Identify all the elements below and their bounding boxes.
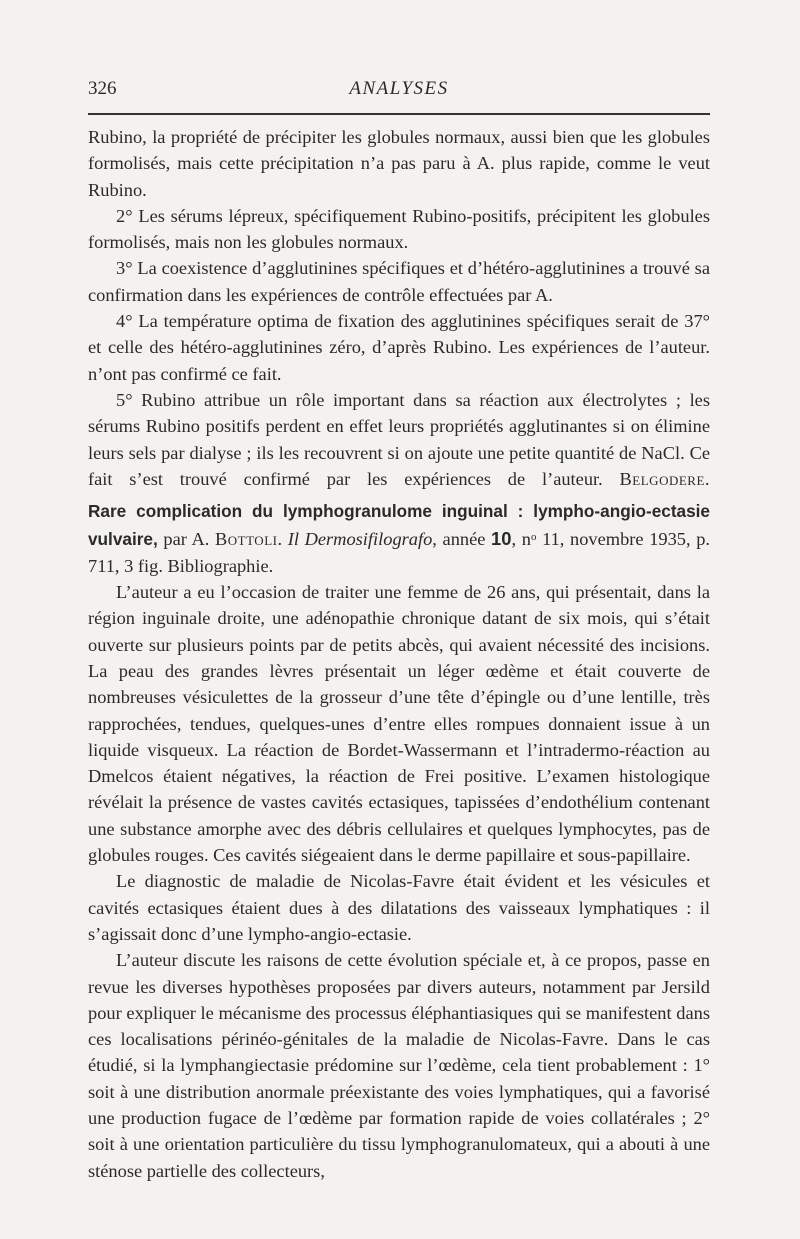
page-header (88, 78, 710, 104)
reviewer-signature: Belgodere. (619, 468, 710, 489)
article-by: par A. (157, 529, 215, 550)
article-journal: Il Dermosifilografo (287, 529, 433, 550)
article-details: 11, novembre 1935, p. 711, 3 fig. Bibliographie. (88, 529, 711, 576)
paragraph-point-2: 2° Les sérums lépreux, spécifiquement Rubino-positifs, précipitent les globules formolisés, mais non les globules normaux. (88, 205, 710, 253)
article-no-label: , n (511, 529, 531, 550)
article-title: Rare complication du lymphogranulome inguinal : lympho-angio-ectasie vulvaire, (88, 501, 710, 550)
running-title: ANALYSES (349, 78, 449, 99)
body-paragraph: Le diagnostic de maladie de Nicolas-Favre était évident et les vésicules et cavités ectasiques étaient dues à des dilatations des vaisseaux lymphatiques : il s’agissait donc d’une lympho-angio-ectasie. (88, 871, 710, 944)
header-rule (88, 113, 710, 115)
article-no-sup: o (530, 531, 537, 544)
article-heading (88, 498, 710, 579)
page-number: 326 (88, 78, 117, 99)
article-year-pre: , année (432, 529, 492, 550)
paragraph-point-5-text: 5° Rubino attribue un rôle important dans sa réaction aux électrolytes ; les sérums Rubino positifs perdent en effet leurs propriétés agglutinantes si on élimine leurs sels par dialyse ; ils les recouvrent si on ajoute une petite quantité de NaCl. Ce fait s’est trouvé confirmé par les expériences de l’auteur. (88, 389, 710, 489)
article-volume: 10 (491, 528, 512, 550)
page-body (88, 124, 710, 1184)
paragraph-point-3: 3° La coexistence d’agglutinines spécifiques et d’hétéro-agglutinines a trouvé sa confirmation dans les expériences de contrôle effectuées par A. (88, 258, 710, 305)
paragraph-point-4: 4° La température optima de fixation des agglutinines spécifiques serait de 37° et celle des hétéro-agglutinines zéro, d’après Rubino. Les expériences de l’auteur. n’ont pas confirmé ce fait. (88, 311, 710, 384)
body-paragraph: L’auteur a eu l’occasion de traiter une femme de 26 ans, qui présentait, dans la région inguinale droite, une adénopathie chronique datant de six mois, qui s’était ouverte sur plusieurs points par de petits abcès, qui avaient nécessité des incisions. La peau des grandes lèvres présentait un léger œdème et était couverte de nombreuses vésiculettes de la grosseur d’une tête d’épingle ou d’une lentille, très rapprochées, tendues, quelques-unes d’entre elles rompues donnaient issue à un liquide visqueux. La réaction de Bordet-Wassermann et l’intradermo-réaction au Dmelcos étaient négatives, la réaction de Frei positive. L’examen histologique révélait la présence de vastes cavités ectasiques, tapissées d’endothélium contenant une substance amorphe avec des débris cellulaires et quelques lymphocytes, pas de globules rouges. Ces cavités siégeaient dans le derme papillaire et sous-papillaire. (88, 582, 710, 866)
paragraph-point-5 (88, 387, 710, 492)
paragraph-continuation: Rubino, la propriété de précipiter les globules normaux, aussi bien que les globules formolisés, mais cette précipitation n’a pas paru à A. plus rapide, comme le veut Rubino. (88, 127, 710, 200)
article-journal-pre: . (277, 529, 288, 550)
article-author: Bottoli (215, 529, 278, 550)
body-paragraph: L’auteur discute les raisons de cette évolution spéciale et, à ce propos, passe en revue les diverses hypothèses proposées par divers auteurs, notamment par Jersild pour expliquer le mécanisme des processus éléphantiasiques qui se manifestent dans ces localisations périnéo-génitales de la maladie de Nicolas-Favre. Dans le cas étudié, si la lymphangiectasie prédomine sur l’œdème, cela tient probablement : 1° soit à une distribution anormale préexistante des voies lymphatiques, qui a favorisé une production fugace de l’œdème par formation rapide de voies collatérales ; 2° soit à une orientation particulière du tissu lymphogranulomateux, qui a abouti à une sténose partielle des collecteurs, (88, 950, 710, 1181)
